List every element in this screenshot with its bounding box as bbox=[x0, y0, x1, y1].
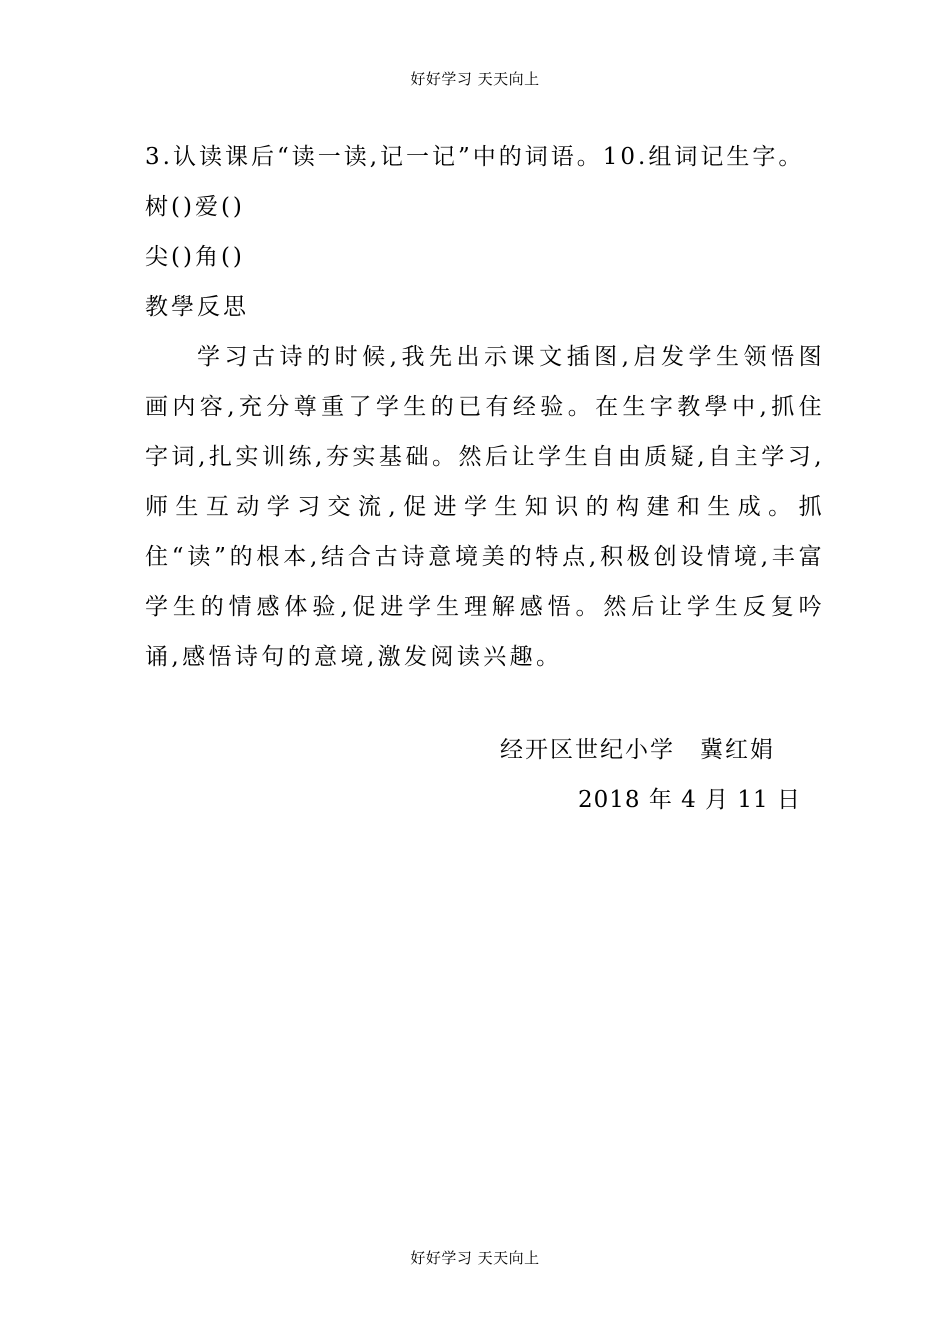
word-group-line-1: 树()爱() bbox=[145, 194, 245, 220]
signature-date: 2018 年 4 月 11 日 bbox=[578, 787, 801, 813]
reflection-paragraph: 学习古诗的时候,我先出示课文插图,启发学生领悟图画内容,充分尊重了学生的已有经验。在生字教學中,抓住字词,扎实训练,夯实基础。然后让学生自由质疑,自主学习,师生互动学习交流,促进学生知识的构建和生成。抓住“读”的根本,结合古诗意境美的特点,积极创设情境,丰富学生的情感体验,促进学生理解感悟。然后让学生反复吟诵,感悟诗句的意境,激发阅读兴趣。 bbox=[145, 344, 825, 670]
page-footer: 好好学习 天天向上 bbox=[410, 1249, 540, 1267]
exercise-line: 3.认读课后“读一读,记一记”中的词语。10.组词记生字。 bbox=[145, 144, 805, 170]
word-group-line-2: 尖()角() bbox=[145, 244, 245, 270]
page-header: 好好学习 天天向上 bbox=[410, 70, 540, 88]
document-body bbox=[145, 132, 825, 682]
author-signature: 经开区世纪小学 冀红娟 bbox=[500, 737, 775, 763]
section-heading: 教學反思 bbox=[145, 294, 249, 320]
